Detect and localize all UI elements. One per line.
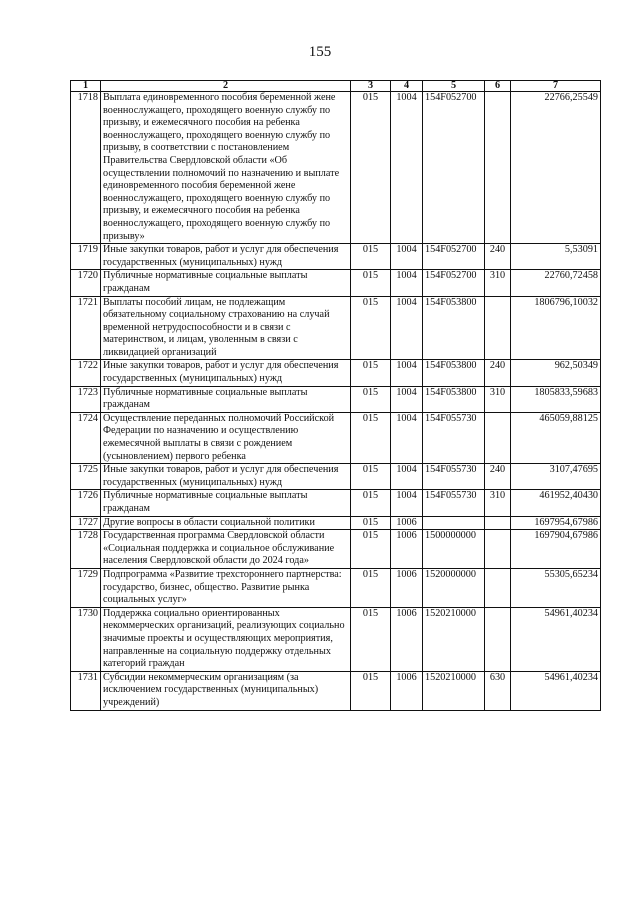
row-number: 1721: [71, 296, 101, 360]
column-header: 7: [511, 81, 601, 92]
row-code-section: 1004: [391, 360, 423, 386]
table-row: [71, 244, 601, 270]
row-code-admin: 015: [351, 607, 391, 671]
column-header: 2: [101, 81, 351, 92]
row-code-expense: 240: [485, 360, 511, 386]
row-code-expense: [485, 530, 511, 569]
column-header: 3: [351, 81, 391, 92]
row-amount: 5,53091: [511, 244, 601, 270]
row-code-target: 1500000000: [423, 530, 485, 569]
row-code-section: 1006: [391, 530, 423, 569]
row-code-section: 1006: [391, 516, 423, 530]
row-code-section: 1006: [391, 607, 423, 671]
table-row: [71, 296, 601, 360]
column-header: 4: [391, 81, 423, 92]
table-row: [71, 92, 601, 244]
row-code-target: 154F055730: [423, 412, 485, 463]
table-row: [71, 607, 601, 671]
row-name: Иные закупки товаров, работ и услуг для обеспечения государственных (муниципальных) нужд: [101, 244, 351, 270]
row-code-admin: 015: [351, 296, 391, 360]
row-name: Осуществление переданных полномочий Российской Федерации по назначению и осуществлению ежемесячной выплаты в связи с рождением (усыновлением) первого ребенка: [101, 412, 351, 463]
table-row: [71, 671, 601, 710]
row-number: 1718: [71, 92, 101, 244]
row-code-expense: 310: [485, 490, 511, 516]
row-code-admin: 015: [351, 92, 391, 244]
row-code-target: [423, 516, 485, 530]
row-code-section: 1004: [391, 92, 423, 244]
row-name: Иные закупки товаров, работ и услуг для обеспечения государственных (муниципальных) нужд: [101, 360, 351, 386]
table-row: [71, 530, 601, 569]
row-amount: 54961,40234: [511, 607, 601, 671]
row-code-section: 1004: [391, 412, 423, 463]
row-code-section: 1004: [391, 464, 423, 490]
column-header: 1: [71, 81, 101, 92]
row-name: Публичные нормативные социальные выплаты гражданам: [101, 270, 351, 296]
table-row: [71, 270, 601, 296]
table-row: [71, 412, 601, 463]
row-code-admin: 015: [351, 270, 391, 296]
row-code-section: 1004: [391, 386, 423, 412]
row-code-section: 1006: [391, 671, 423, 710]
row-code-admin: 015: [351, 568, 391, 607]
table-row: [71, 490, 601, 516]
row-amount: 461952,40430: [511, 490, 601, 516]
row-code-expense: 310: [485, 386, 511, 412]
row-code-admin: 015: [351, 386, 391, 412]
row-code-admin: 015: [351, 464, 391, 490]
row-name: Иные закупки товаров, работ и услуг для обеспечения государственных (муниципальных) нужд: [101, 464, 351, 490]
row-code-target: 154F052700: [423, 244, 485, 270]
row-code-admin: 015: [351, 360, 391, 386]
column-header: 6: [485, 81, 511, 92]
row-code-expense: [485, 296, 511, 360]
row-name: Субсидии некоммерческим организациям (за исключением государственных (муниципальных) учреждений): [101, 671, 351, 710]
table-header-row: [71, 81, 601, 92]
row-code-expense: [485, 607, 511, 671]
row-code-target: 154F052700: [423, 270, 485, 296]
row-name: Государственная программа Свердловской области «Социальная поддержка и социальное обслуживание населения Свердловской области до 2024 года»: [101, 530, 351, 569]
row-code-admin: 015: [351, 530, 391, 569]
row-amount: 22766,25549: [511, 92, 601, 244]
row-name: Публичные нормативные социальные выплаты гражданам: [101, 490, 351, 516]
table-row: [71, 360, 601, 386]
row-number: 1726: [71, 490, 101, 516]
row-number: 1727: [71, 516, 101, 530]
row-code-expense: 240: [485, 244, 511, 270]
row-number: 1720: [71, 270, 101, 296]
row-number: 1722: [71, 360, 101, 386]
row-code-expense: [485, 516, 511, 530]
row-code-target: 1520210000: [423, 671, 485, 710]
table-row: [71, 464, 601, 490]
row-code-section: 1004: [391, 270, 423, 296]
row-code-expense: 240: [485, 464, 511, 490]
row-code-admin: 015: [351, 516, 391, 530]
row-number: 1731: [71, 671, 101, 710]
row-code-section: 1004: [391, 296, 423, 360]
row-code-target: 154F052700: [423, 92, 485, 244]
row-code-target: 154F053800: [423, 296, 485, 360]
row-code-admin: 015: [351, 671, 391, 710]
row-number: 1730: [71, 607, 101, 671]
column-header: 5: [423, 81, 485, 92]
table-body: [71, 92, 601, 711]
row-amount: 3107,47695: [511, 464, 601, 490]
row-code-section: 1004: [391, 244, 423, 270]
row-name: Выплата единовременного пособия беременной жене военнослужащего, проходящего военную службу по призыву, и ежемесячного пособия на ребенка военнослужащего, проходящего военную службу по призыву, в соответствии с постановлением Правительства Свердловской области «Об осуществлении полномочий по назначению и выплате единовременного пособия беременной жене военнослужащего, проходящего военную службу по призыву, и ежемесячного пособия на ребенка военнослужащего, проходящего военную службу по призыву»: [101, 92, 351, 244]
row-code-expense: [485, 92, 511, 244]
row-code-section: 1004: [391, 490, 423, 516]
row-name: Другие вопросы в области социальной политики: [101, 516, 351, 530]
row-amount: 1805833,59683: [511, 386, 601, 412]
budget-table: [70, 80, 601, 711]
row-name: Публичные нормативные социальные выплаты гражданам: [101, 386, 351, 412]
row-code-target: 154F055730: [423, 464, 485, 490]
row-number: 1729: [71, 568, 101, 607]
row-amount: 1806796,10032: [511, 296, 601, 360]
row-number: 1725: [71, 464, 101, 490]
row-amount: 22760,72458: [511, 270, 601, 296]
row-number: 1724: [71, 412, 101, 463]
row-code-admin: 015: [351, 490, 391, 516]
row-amount: 54961,40234: [511, 671, 601, 710]
row-code-expense: [485, 568, 511, 607]
row-name: Подпрограмма «Развитие трехстороннего партнерства: государство, бизнес, общество. Развитие рынка социальных услуг»: [101, 568, 351, 607]
row-code-target: 154F053800: [423, 386, 485, 412]
row-code-admin: 015: [351, 244, 391, 270]
row-code-section: 1006: [391, 568, 423, 607]
row-code-expense: [485, 412, 511, 463]
row-code-target: 154F055730: [423, 490, 485, 516]
row-code-target: 1520000000: [423, 568, 485, 607]
row-name: Выплаты пособий лицам, не подлежащим обязательному социальному страхованию на случай временной нетрудоспособности и в связи с материнством, и лицам, уволенным в связи с ликвидацией организаций: [101, 296, 351, 360]
table-row: [71, 516, 601, 530]
row-amount: 465059,88125: [511, 412, 601, 463]
row-amount: 1697904,67986: [511, 530, 601, 569]
row-code-admin: 015: [351, 412, 391, 463]
row-amount: 55305,65234: [511, 568, 601, 607]
row-code-expense: 310: [485, 270, 511, 296]
page-number: 155: [308, 44, 332, 60]
table-row: [71, 568, 601, 607]
row-number: 1719: [71, 244, 101, 270]
table-row: [71, 386, 601, 412]
row-code-expense: 630: [485, 671, 511, 710]
row-number: 1723: [71, 386, 101, 412]
row-code-target: 1520210000: [423, 607, 485, 671]
row-amount: 962,50349: [511, 360, 601, 386]
row-name: Поддержка социально ориентированных некоммерческих организаций, реализующих социально значимые проекты и осуществляющих мероприятия, направленные на социальную поддержку отдельных категорий граждан: [101, 607, 351, 671]
row-number: 1728: [71, 530, 101, 569]
row-amount: 1697954,67986: [511, 516, 601, 530]
row-code-target: 154F053800: [423, 360, 485, 386]
